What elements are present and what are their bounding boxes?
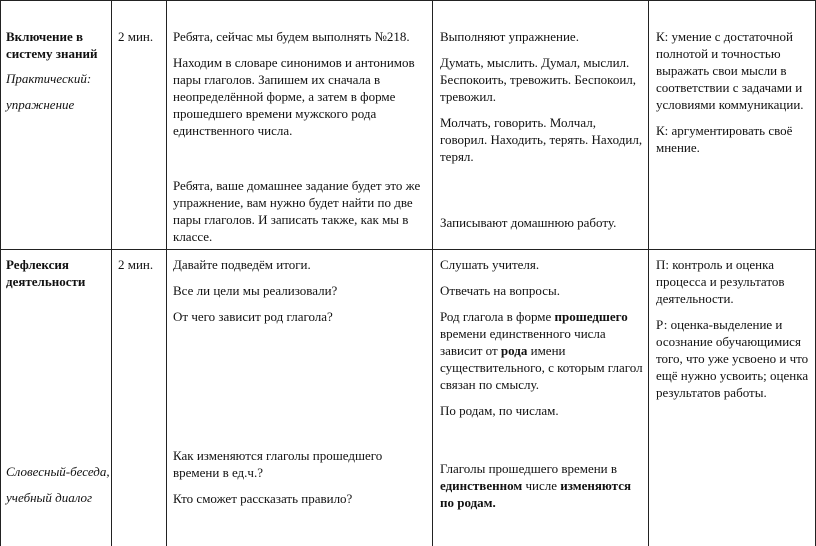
- students-text: Молчать, говорить. Молчал, говорил. Находить, терять. Находил, терял.: [440, 115, 643, 164]
- column-divider: [111, 0, 112, 546]
- students-text: Слушать учителя.: [440, 257, 540, 272]
- method-line: учебный диалог: [6, 490, 93, 505]
- students-cell: [440, 214, 646, 240]
- stage-cell: [6, 256, 106, 290]
- students-cell: [440, 256, 646, 428]
- stage-cell: [6, 28, 106, 113]
- students-text: Думать, мыслить. Думал, мыслил. Беспокоить, тревожить. Беспокоил, тревожил.: [440, 55, 637, 104]
- teacher-cell: [173, 256, 427, 334]
- column-divider: [648, 0, 649, 546]
- column-divider: [166, 0, 167, 546]
- teacher-cell: [173, 28, 427, 148]
- column-divider: [0, 0, 1, 546]
- teacher-text: Ребята, сейчас мы будем выполнять №218.: [173, 29, 410, 44]
- teacher-text: Ребята, ваше домашнее задание будет это же упражнение, вам нужно будет найти по две пары глаголов. И записать также, как мы в классе.: [173, 178, 421, 244]
- column-divider: [432, 0, 433, 546]
- teacher-text: Как изменяются глаголы прошедшего времени в ед.ч.?: [173, 448, 383, 480]
- teacher-text: От чего зависит род глагола?: [173, 309, 333, 324]
- teacher-cell: [173, 177, 427, 254]
- method-line: Практический:: [6, 71, 92, 86]
- uud-text: Р: оценка-выделение и осознание обучающимися того, что уже усвоено и что ещё нужно усвоить; оценка результатов работы.: [656, 317, 809, 400]
- students-answer: Род глагола в форме прошедшего времени единственного числа зависит от рода имени существительного, с которым глагол связан по смыслу.: [440, 309, 643, 392]
- method-line: упражнение: [6, 97, 75, 112]
- stage-title: Включение в систему знаний: [6, 29, 98, 61]
- teacher-text: Кто сможет рассказать правило?: [173, 491, 353, 506]
- uud-text: П: контроль и оценка процесса и результатов деятельности.: [656, 257, 785, 306]
- stage-title: Рефлексия деятельности: [6, 257, 86, 289]
- students-text: Отвечать на вопросы.: [440, 283, 560, 298]
- students-cell: [440, 28, 646, 174]
- time-cell: 2 мин.: [118, 29, 154, 44]
- students-answer: Глаголы прошедшего времени в единственном числе изменяются по родам.: [440, 461, 632, 510]
- students-cell: [440, 460, 646, 520]
- teacher-text: Все ли цели мы реализовали?: [173, 283, 338, 298]
- students-text: По родам, по числам.: [440, 403, 559, 418]
- students-text: Записывают домашнюю работу.: [440, 215, 617, 230]
- uud-cell: [656, 28, 811, 165]
- teacher-text: Давайте подведём итоги.: [173, 257, 311, 272]
- uud-text: К: аргументировать своё мнение.: [656, 123, 793, 155]
- method-line: Словесный-беседа,: [6, 464, 110, 479]
- row-divider: [0, 0, 816, 1]
- uud-text: К: умение с достаточной полнотой и точностью выражать свои мысли в соответствии с задачами и условиями коммуникации.: [656, 29, 804, 112]
- uud-cell: [656, 256, 811, 410]
- teacher-text: Находим в словаре синонимов и антонимов пары глаголов. Запишем их сначала в неопределённой форме, а затем в форме прошедшего времени мужского рода единственного числа.: [173, 55, 415, 138]
- teacher-cell: [173, 447, 427, 516]
- students-text: Выполняют упражнение.: [440, 29, 579, 44]
- method-cell: [6, 463, 110, 506]
- time-cell: 2 мин.: [118, 257, 154, 272]
